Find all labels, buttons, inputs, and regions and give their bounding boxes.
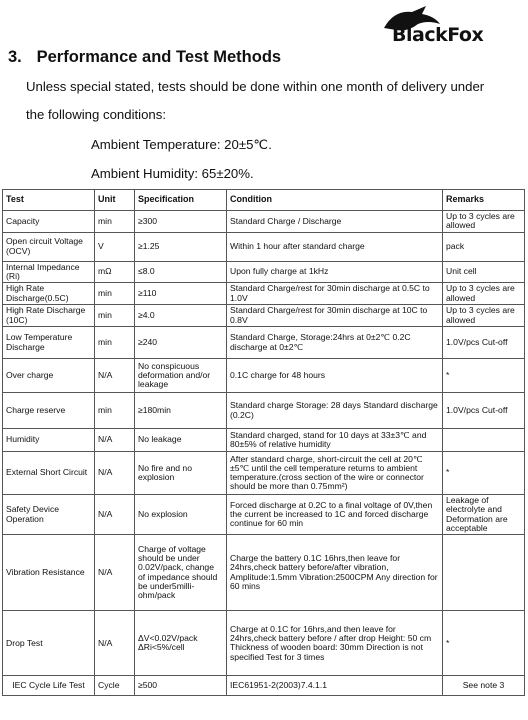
table-row (3, 535, 525, 611)
cell-unit: N/A (95, 429, 135, 452)
cell-condition: Standard charge Storage: 28 days Standard discharge (0.2C) (227, 393, 443, 429)
cell-condition: Charge the battery 0.1C 16hrs,then leave for 24hrs,check battery before/after vibration, Amplitude:1.5mm Vibration:2500CPM Any direction for 60 mins (227, 535, 443, 611)
table-row (3, 283, 525, 305)
cell-condition: After standard charge, short-circuit the cell at 20℃±5℃ until the cell temperature returns to ambient temperature.(cross section of the wire or connector should be more than 0.75mm²) (227, 452, 443, 495)
header-specification: Specification (135, 190, 227, 211)
cell-unit: min (95, 211, 135, 233)
cell-test: Charge reserve (3, 393, 95, 429)
table-row (3, 676, 525, 696)
cell-test: Low Temperature Discharge (3, 327, 95, 359)
table-row (3, 261, 525, 283)
cell-spec: No leakage (135, 429, 227, 452)
cell-unit: min (95, 283, 135, 305)
cell-remarks (443, 429, 525, 452)
cell-condition: Standard Charge, Storage:24hrs at 0±2℃ 0.2C discharge at 0±2℃ (227, 327, 443, 359)
table-row (3, 305, 525, 327)
cell-remarks: Up to 3 cycles are allowed (443, 283, 525, 305)
cell-remarks: 1.0V/pcs Cut-off (443, 393, 525, 429)
cell-spec: ≥110 (135, 283, 227, 305)
cell-condition: Upon fully charge at 1kHz (227, 261, 443, 283)
cell-spec: No conspicuous deformation and/or leakage (135, 359, 227, 393)
table-header-row (3, 190, 525, 211)
table-row (3, 495, 525, 535)
cell-unit: N/A (95, 535, 135, 611)
cell-spec: ≥1.25 (135, 232, 227, 261)
cell-unit: min (95, 327, 135, 359)
cell-spec: ≥300 (135, 211, 227, 233)
cell-spec: ≥240 (135, 327, 227, 359)
table-row (3, 211, 525, 233)
cell-test: Capacity (3, 211, 95, 233)
header-unit: Unit (95, 190, 135, 211)
cell-unit: N/A (95, 359, 135, 393)
cell-test: Safety Device Operation (3, 495, 95, 535)
cell-condition: Forced discharge at 0.2C to a final voltage of 0V,then the current be increased to 1C and forced discharge continue for 60 min (227, 495, 443, 535)
table-row (3, 232, 525, 261)
cell-remarks: Unit cell (443, 261, 525, 283)
cell-remarks: Up to 3 cycles are allowed (443, 305, 525, 327)
cell-unit: min (95, 393, 135, 429)
cell-remarks: Leakage of electrolyte and Deformation are acceptable (443, 495, 525, 535)
table-row (3, 429, 525, 452)
cell-unit: N/A (95, 611, 135, 676)
table-row (3, 327, 525, 359)
cell-test: Open circuit Voltage (OCV) (3, 232, 95, 261)
cell-unit: N/A (95, 495, 135, 535)
cell-test: High Rate Discharge (10C) (3, 305, 95, 327)
section-title: Performance and Test Methods (36, 48, 282, 66)
cell-spec: ≥180min (135, 393, 227, 429)
cell-condition: Standard Charge/rest for 30min discharge at 10C to 0.8V (227, 305, 443, 327)
cell-test: External Short Circuit (3, 452, 95, 495)
cell-remarks: See note 3 (443, 676, 525, 696)
cell-unit: N/A (95, 452, 135, 495)
cell-condition: 0.1C charge for 48 hours (227, 359, 443, 393)
header-condition: Condition (227, 190, 443, 211)
cell-unit: mΩ (95, 261, 135, 283)
cell-spec: Charge of voltage should be under 0.02V/pack, change of impedance should be under5milli-ohm/pack (135, 535, 227, 611)
cell-condition: Standard Charge / Discharge (227, 211, 443, 233)
table-row (3, 611, 525, 676)
intro-line-2: the following conditions: (26, 107, 167, 122)
table-row (3, 452, 525, 495)
cell-spec: No fire and no explosion (135, 452, 227, 495)
cell-unit: min (95, 305, 135, 327)
cell-remarks: * (443, 359, 525, 393)
cell-spec: ≥500 (135, 676, 227, 696)
cell-unit: V (95, 232, 135, 261)
cell-test: High Rate Discharge(0.5C) (3, 283, 95, 305)
cell-test: Over charge (3, 359, 95, 393)
cell-test: Internal Impedance (Ri) (3, 261, 95, 283)
cell-condition: Within 1 hour after standard charge (227, 232, 443, 261)
cell-spec: ≥4.0 (135, 305, 227, 327)
intro-line-1: Unless special stated, tests should be done within one month of delivery under (26, 79, 485, 94)
cell-test: IEC Cycle Life Test (3, 676, 95, 696)
cell-condition: Standard Charge/rest for 30min discharge at 0.5C to 1.0V (227, 283, 443, 305)
cell-spec: ΔV<0.02V/pack ΔRi<5%/cell (135, 611, 227, 676)
section-heading (8, 48, 281, 67)
cell-spec: No explosion (135, 495, 227, 535)
section-number: 3. (8, 48, 22, 66)
cell-test: Vibration Resistance (3, 535, 95, 611)
cell-spec: ≤8.0 (135, 261, 227, 283)
cell-condition: Standard charged, stand for 10 days at 33±3℃ and 80±5% of relative humidity (227, 429, 443, 452)
cell-test: Humidity (3, 429, 95, 452)
cell-condition: Charge at 0.1C for 16hrs,and then leave for 24hrs,check battery before / after drop Height: 50 cm Thickness of wooden board: 30mm Direction is not specified Test for 3 times (227, 611, 443, 676)
table-row (3, 393, 525, 429)
cell-remarks: * (443, 611, 525, 676)
cell-condition: IEC61951-2(2003)7.4.1.1 (227, 676, 443, 696)
header-remarks: Remarks (443, 190, 525, 211)
performance-table (2, 189, 525, 696)
cell-remarks: 1.0V/pcs Cut-off (443, 327, 525, 359)
cell-unit: Cycle (95, 676, 135, 696)
cell-remarks: pack (443, 232, 525, 261)
ambient-temperature: Ambient Temperature: 20±5℃. (91, 137, 272, 152)
cell-remarks (443, 535, 525, 611)
cell-test: Drop Test (3, 611, 95, 676)
cell-remarks: * (443, 452, 525, 495)
logo-text: BlackFox (392, 24, 484, 46)
header-test: Test (3, 190, 95, 211)
ambient-humidity: Ambient Humidity: 65±20%. (91, 166, 254, 181)
cell-remarks: Up to 3 cycles are allowed (443, 211, 525, 233)
table-row (3, 359, 525, 393)
